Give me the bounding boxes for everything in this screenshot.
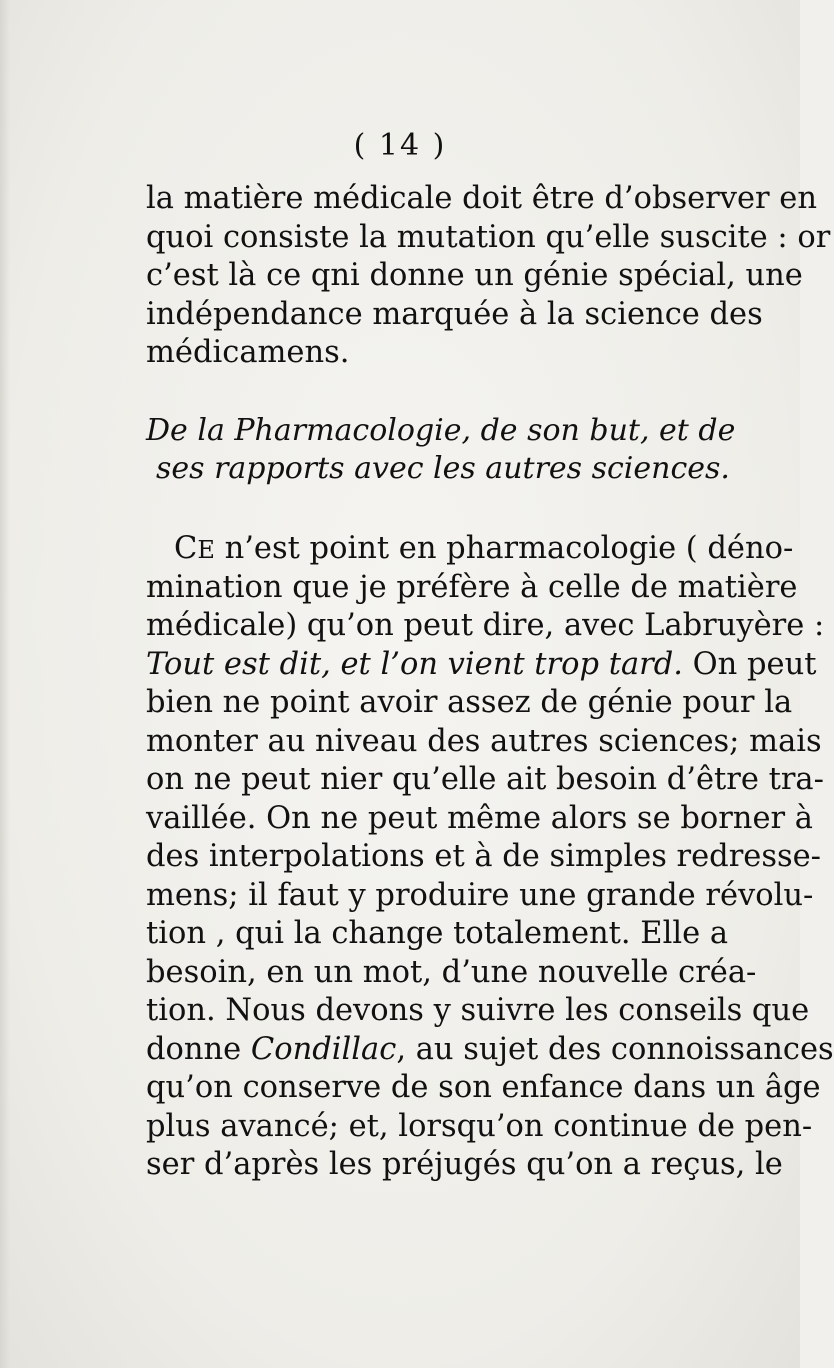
text-line: plus avancé; et, lorsqu’on continue de pen-: [146, 1108, 813, 1144]
line-text: n’est point en pharmacologie ( déno-: [214, 531, 794, 566]
italic-quote: Tout est dit, et l’on vient trop tard.: [146, 646, 683, 682]
text-line: c’est là ce qni donne un génie spécial, une: [146, 258, 803, 293]
text-line: besoin, en un mot, d’une nouvelle créa-: [146, 954, 757, 990]
paragraph-2: [146, 530, 834, 1185]
text-line: monter au niveau des autres sciences; mais: [146, 723, 822, 759]
paragraph-1: [146, 180, 831, 373]
line-text: , au sujet des connoissances: [396, 1031, 834, 1067]
text-line: la matière médicale doit être d’observer en: [146, 181, 817, 216]
text-line: médicale) qu’on peut dire, avec Labruyère :: [146, 608, 825, 643]
text-line: mination que je préfère à celle de matière: [146, 569, 798, 605]
text-line: ser d’après les préjugés qu’on a reçus, le: [146, 1147, 783, 1182]
text-line: tion. Nous devons y suivre les conseils que: [146, 993, 810, 1028]
text-line: bien ne point avoir assez de génie pour la: [146, 685, 793, 720]
text-line: [146, 1031, 834, 1070]
line-text: donne: [146, 1031, 251, 1067]
text-line: des interpolations et à de simples redresse-: [146, 839, 821, 874]
text-line: on ne peut nier qu’elle ait besoin d’être tra-: [146, 762, 824, 797]
text-line: médicamens.: [146, 335, 350, 370]
text-line: indépendance marquée à la science des: [146, 296, 763, 332]
section-heading-line-2: ses rapports avec les autres sciences.: [156, 451, 730, 486]
text-line: qu’on conserve de son enfance dans un âge: [146, 1070, 821, 1105]
section-heading: [146, 412, 736, 488]
italic-name: Condillac: [250, 1031, 397, 1067]
text-line: [146, 530, 794, 569]
section-heading-line-1: De la Pharmacologie, de son but, et de: [146, 413, 736, 448]
line-text: On peut: [682, 646, 817, 682]
text-line: vaillée. On ne peut même alors se borner à: [146, 800, 813, 836]
drop-initial: C: [174, 531, 198, 566]
text-line: quoi consiste la mutation qu’elle suscite : or: [146, 219, 831, 255]
text-line: [146, 646, 817, 685]
page-number: ( 14 ): [353, 128, 447, 163]
small-caps-letter: E: [197, 536, 215, 564]
page-edge-shadow: [0, 0, 10, 1368]
text-line: tion , qui la change totalement. Elle a: [146, 916, 729, 951]
text-line: mens; il faut y produire une grande révolu-: [146, 877, 814, 913]
